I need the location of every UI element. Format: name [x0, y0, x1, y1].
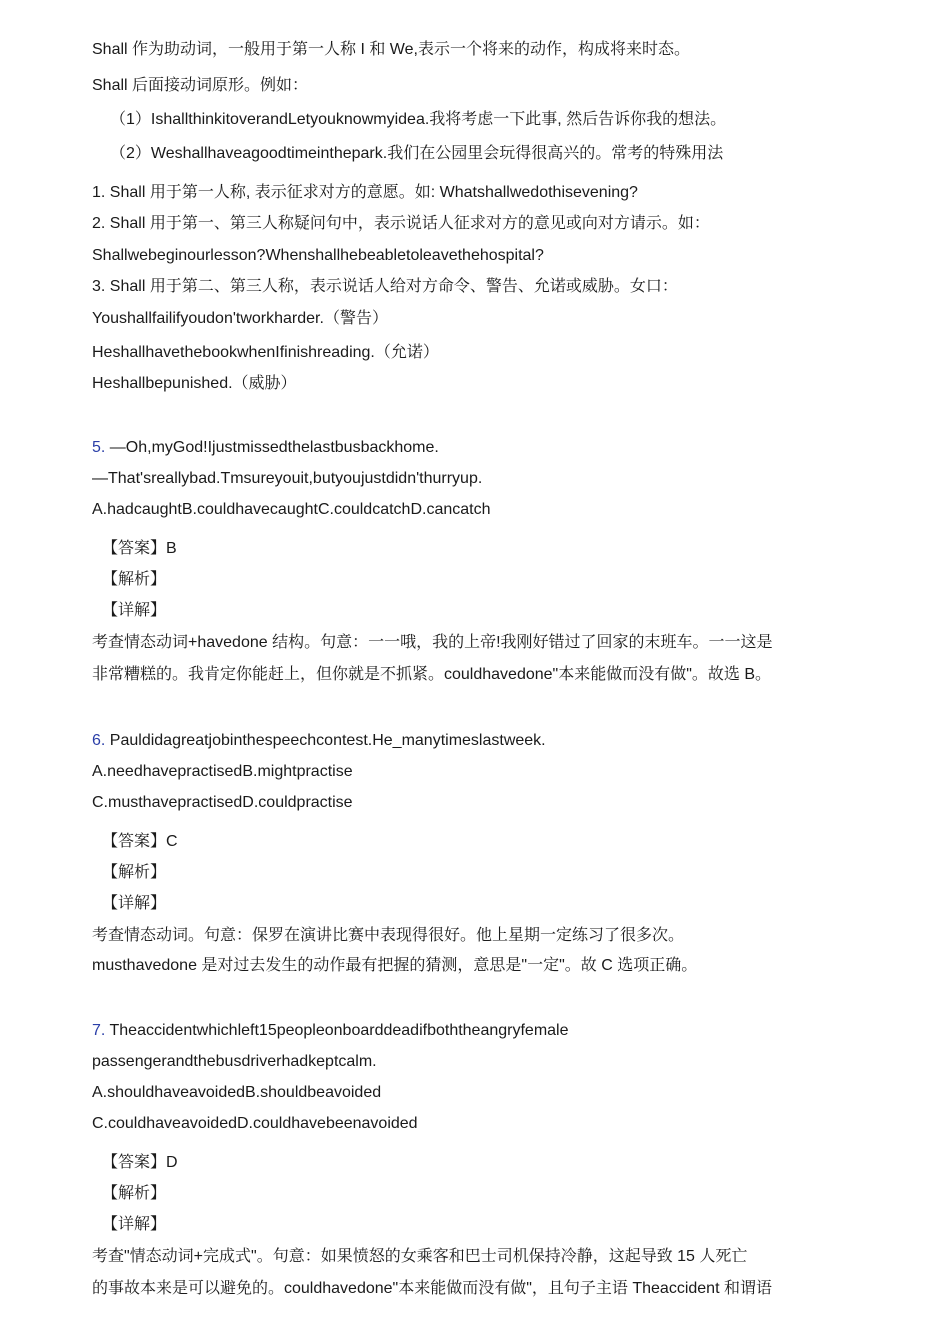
question-text: Pauldidagreatjobinthespeechcontest.He_manytimeslastweek.	[109, 732, 546, 749]
question-7-explanation-1: 考查"情态动词+完成式"。句意：如果愤怒的女乘客和巴士司机保持冷静，这起导致 15 人死亡	[92, 1248, 748, 1265]
question-number: 6.	[92, 732, 106, 749]
question-7-stem-2: passengerandthebusdriverhadkeptcalm.	[92, 1053, 377, 1070]
question-7-explanation-2: 的事故本来是可以避免的。couldhavedone"本来能做而没有做"，且句子主语 Theaccident 和谓语	[92, 1280, 772, 1297]
question-5-stem-2: —That'sreallybad.Tmsureyouit,butyoujustdidn'thurryup.	[92, 470, 483, 487]
question-6-explanation-1: 考查情态动词。句意：保罗在演讲比赛中表现得很好。他上星期一定练习了很多次。	[92, 927, 685, 944]
intro-example-1: （1）IshallthinkitoverandLetyouknowmyidea.我将考虑一下此事, 然后告诉你我的想法。	[110, 111, 727, 128]
question-6-answer: 【答案】C	[102, 833, 178, 850]
question-5-options: A.hadcaughtB.couldhavecaughtC.couldcatchD.cancatch	[92, 501, 491, 518]
question-number: 7.	[92, 1022, 106, 1039]
rule-3: 3. Shall 用于第二、第三人称，表示说话人给对方命令、警告、允诺或威胁。女口：	[92, 278, 678, 295]
question-number: 5.	[92, 439, 106, 456]
rule-2-examples: Shallwebeginourlesson?Whenshallhebeabletoleavethehospital?	[92, 247, 544, 264]
rule-2: 2. Shall 用于第一、第三人称疑问句中，表示说话人征求对方的意见或向对方请示。如：	[92, 215, 710, 232]
question-text: —Oh,myGod!Ijustmissedthelastbusbackhome.	[109, 439, 439, 456]
rule-3-example-c: Heshallbepunished.（威胁）	[92, 375, 297, 392]
question-5-stem-1	[92, 437, 439, 459]
intro-example-2: （2）Weshallhaveagoodtimeinthepark.我们在公园里会玩得很高兴的。常考的特殊用法	[110, 145, 724, 162]
intro-line-2: Shall 后面接动词原形。例如：	[92, 77, 309, 94]
question-7-analysis-label: 【解析】	[102, 1185, 167, 1202]
question-5-answer: 【答案】B	[102, 540, 177, 557]
question-5-explanation-1: 考查情态动词+havedone 结构。句意：一一哦，我的上帝!我刚好错过了回家的末班车。一一这是	[92, 634, 773, 651]
question-7-stem-1	[92, 1020, 569, 1042]
question-7-detail-label: 【详解】	[102, 1216, 167, 1233]
rule-3-example-a: Youshallfailifyoudon'tworkharder.（警告）	[92, 310, 388, 327]
question-6-stem	[92, 730, 546, 752]
rule-1: 1. Shall 用于第一人称, 表示征求对方的意愿。如: Whatshallwedothisevening?	[92, 184, 638, 201]
question-7-options-1: A.shouldhaveavoidedB.shouldbeavoided	[92, 1084, 382, 1101]
question-5-analysis-label: 【解析】	[102, 571, 167, 588]
question-6-options-1: A.needhavepractisedB.mightpractise	[92, 763, 353, 780]
question-7-options-2: C.couldhaveavoidedD.couldhavebeenavoided	[92, 1115, 418, 1132]
question-text: Theaccidentwhichleft15peopleonboarddeadifboththeangryfemale	[109, 1022, 569, 1039]
rule-3-example-b: HeshallhavethebookwhenIfinishreading.（允诺）	[92, 344, 439, 361]
question-6-detail-label: 【详解】	[102, 895, 167, 912]
intro-line-1: Shall 作为助动词，一般用于第一人称 I 和 We,表示一个将来的动作，构成将来时态。	[92, 41, 690, 58]
question-6-explanation-2: musthavedone 是对过去发生的动作最有把握的猜测，意思是"一定"。故 C 选项正确。	[92, 957, 698, 974]
question-5-detail-label: 【详解】	[102, 602, 167, 619]
question-6-analysis-label: 【解析】	[102, 864, 167, 881]
question-6-options-2: C.musthavepractisedD.couldpractise	[92, 794, 353, 811]
question-5-explanation-2: 非常糟糕的。我肯定你能赶上，但你就是不抓紧。couldhavedone"本来能做而没有做"。故选 B。	[92, 666, 772, 683]
question-7-answer: 【答案】D	[102, 1154, 178, 1171]
